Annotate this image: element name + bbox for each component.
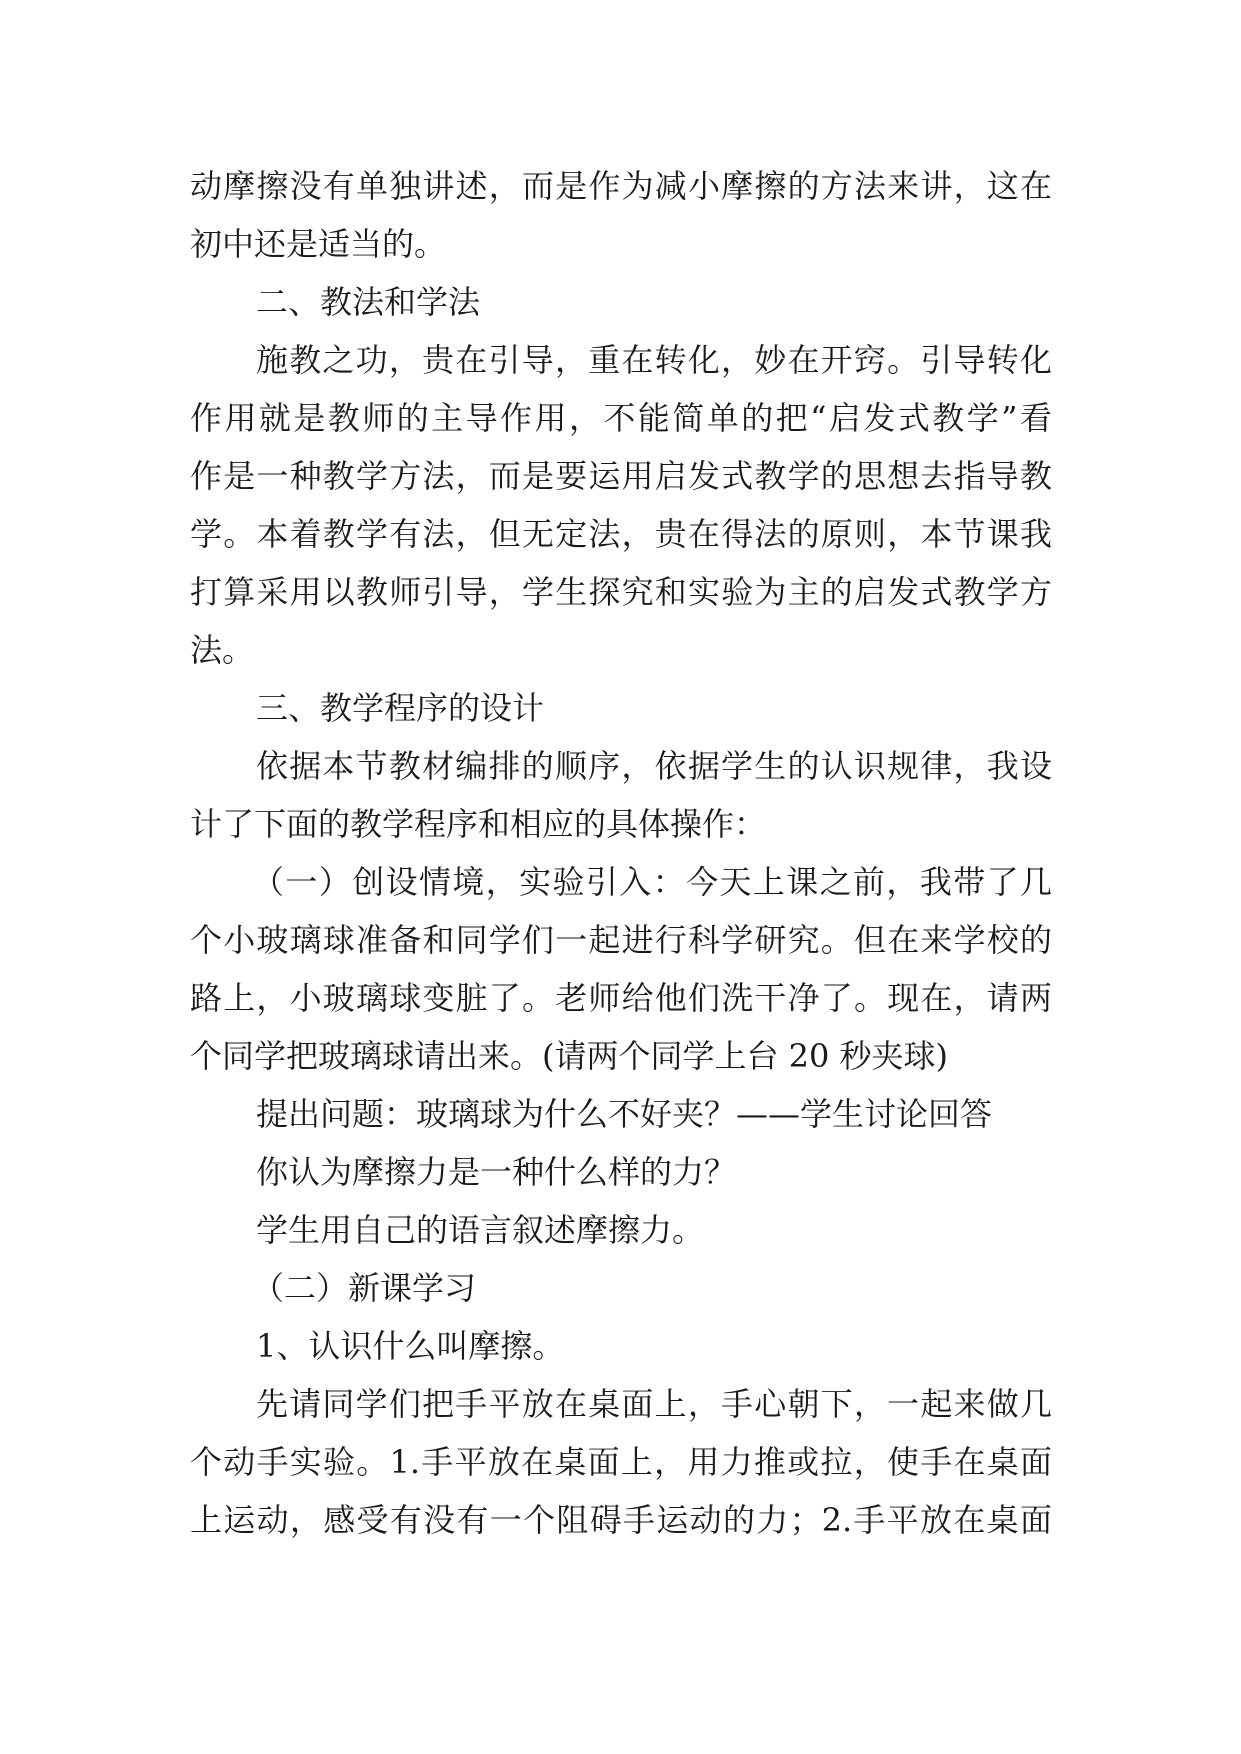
paragraph-line: 学生用自己的语言叙述摩擦力。 bbox=[256, 1211, 705, 1249]
paragraph-line: 动摩擦没有单独讲述，而是作为减小摩擦的方法来讲，这在 bbox=[190, 167, 1052, 205]
paragraph-line: 作用就是教师的主导作用，不能简单的把“启发式教学”看 bbox=[190, 399, 1052, 437]
paragraph-line: 上运动，感受有没有一个阻碍手运动的力；2.手平放在桌面 bbox=[190, 1501, 1052, 1539]
paragraph-line: 个动手实验。1.手平放在桌面上，用力推或拉，使手在桌面 bbox=[190, 1443, 1052, 1481]
paragraph-line: 法。 bbox=[190, 631, 255, 669]
paragraph-line: 初中还是适当的。 bbox=[190, 225, 447, 263]
paragraph-line: 学。本着教学有法，但无定法，贵在得法的原则，本节课我 bbox=[190, 515, 1052, 553]
paragraph-line: 打算采用以教师引导，学生探究和实验为主的启发式教学方 bbox=[190, 573, 1052, 611]
paragraph-line: 1、认识什么叫摩擦。 bbox=[256, 1327, 565, 1365]
section-heading: （二）新课学习 bbox=[252, 1269, 477, 1307]
paragraph-line: 个同学把玻璃球请出来。(请两个同学上台 20 秒夹球) bbox=[190, 1037, 949, 1075]
paragraph-line: 提出问题：玻璃球为什么不好夹？——学生讨论回答 bbox=[256, 1095, 993, 1133]
paragraph-line: 作是一种教学方法，而是要运用启发式教学的思想去指导教 bbox=[190, 457, 1052, 495]
paragraph-line: 施教之功，贵在引导，重在转化，妙在开窍。引导转化 bbox=[256, 341, 1052, 379]
paragraph-line: （一）创设情境，实验引入：今天上课之前，我带了几 bbox=[252, 863, 1052, 901]
paragraph-line: 先请同学们把手平放在桌面上，手心朝下，一起来做几 bbox=[256, 1385, 1052, 1423]
paragraph-line: 依据本节教材编排的顺序，依据学生的认识规律，我设 bbox=[256, 747, 1052, 785]
paragraph-line: 你认为摩擦力是一种什么样的力？ bbox=[256, 1153, 737, 1191]
paragraph-line: 个小玻璃球准备和同学们一起进行科学研究。但在来学校的 bbox=[190, 921, 1052, 959]
paragraph-line: 路上，小玻璃球变脏了。老师给他们洗干净了。现在，请两 bbox=[190, 979, 1052, 1017]
section-heading: 二、教法和学法 bbox=[256, 283, 481, 321]
paragraph-line: 计了下面的教学程序和相应的具体操作： bbox=[190, 805, 767, 843]
section-heading: 三、教学程序的设计 bbox=[256, 689, 545, 727]
